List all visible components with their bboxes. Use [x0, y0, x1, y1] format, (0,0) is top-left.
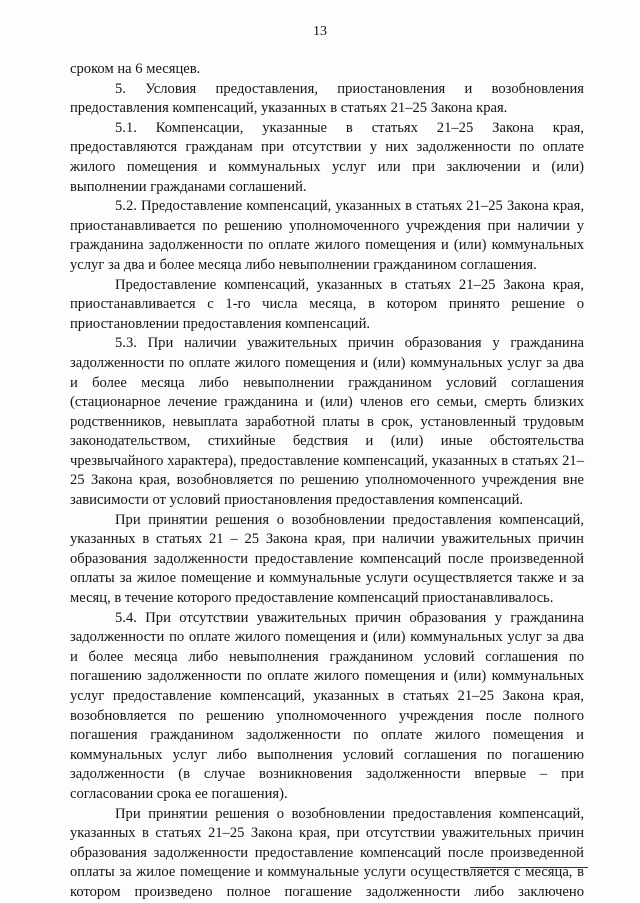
paragraph-5-4: 5.4. При отсутствии уважительных причин образования у гражданина задолженности по оплате жилого помещения и (или) коммунальных услуг за два и более месяца либо невыполнения гражданином условий соглашения по погашению задолженности по оплате жилого помещения и (или) коммунальных услуг предоставление компенсаций, указанных в статьях 21–25 Закона края, возобновляется по решению уполномоченного учреждения после полного погашения гражданином задолженности по оплате жилого помещения и коммунальных услуг либо выполнения условий соглашения по погашению задолженности (в случае возникновения задолженности впервые – при согласовании срока ее погашения). [70, 609, 584, 802]
paragraph-5-2: 5.2. Предоставление компенсаций, указанных в статьях 21–25 Закона края, приостанавливается по решению уполномоченного учреждения при наличии у гражданина задолженности по оплате жилого помещения и (или) коммунальных услуг за два и более месяца либо невыполнении гражданином соглашения. [70, 198, 584, 273]
footer-rule [470, 867, 588, 868]
paragraph-continuation: сроком на 6 месяцев. [70, 61, 201, 77]
paragraph-5-4-resumption: При принятии решения о возобновлении предоставления компенсаций, указанных в статьях 21–25 Закона края, при отсутствии уважительных причин образования задолженности предоставление компенсаций после произведенной оплаты за жилое помещение и коммунальные услуги осуществляется с месяца, в котором произведено полное погашение задолженности либо заключено [70, 805, 584, 900]
paragraph-5-2-suspension: Предоставление компенсаций, указанных в статьях 21–25 Закона края, приостанавливается с 1-го числа месяца, в котором принято решение о приостановлении предоставления компенсаций. [70, 276, 584, 332]
section-heading-5: 5. Условия предоставления, приостановления и возобновления предоставления компенсаций, указанных в статьях 21–25 Закона края. [70, 80, 584, 117]
paragraph-5-1: 5.1. Компенсации, указанные в статьях 21–25 Закона края, предоставляются гражданам при отсутствии у них задолженности по оплате жилого помещения и коммунальных услуг или при заключении и (или) выполнении гражданами соглашений. [70, 119, 584, 195]
document-body [70, 60, 584, 903]
page-number: 13 [313, 24, 327, 39]
paragraph-5-3-resumption: При принятии решения о возобновлении предоставления компенсаций, указанных в статьях 21 – 25 Закона края, при наличии уважительных причин образования задолженности предоставление компенсаций после произведенной оплаты за жилое помещение и коммунальные услуги осуществляется также и за месяц, в течение которого предоставление компенсаций приостанавливалось. [70, 511, 584, 607]
paragraph-5-3: 5.3. При наличии уважительных причин образования у гражданина задолженности по оплате жилого помещения и (или) коммунальных услуг за два и более месяца либо невыполнении гражданином условий соглашения (стационарное лечение гражданина и (или) членов его семьи, смерть близких родственников, невыплата заработной платы в срок, установленный трудовым законодательством, стихийные бедствия и (или) иные обстоятельства чрезвычайного характера), предоставление компенсаций, указанных в статьях 21–25 Закона края, возобновляется по решению уполномоченного учреждения вне зависимости от условий приостановления предоставления компенсаций. [70, 335, 584, 509]
